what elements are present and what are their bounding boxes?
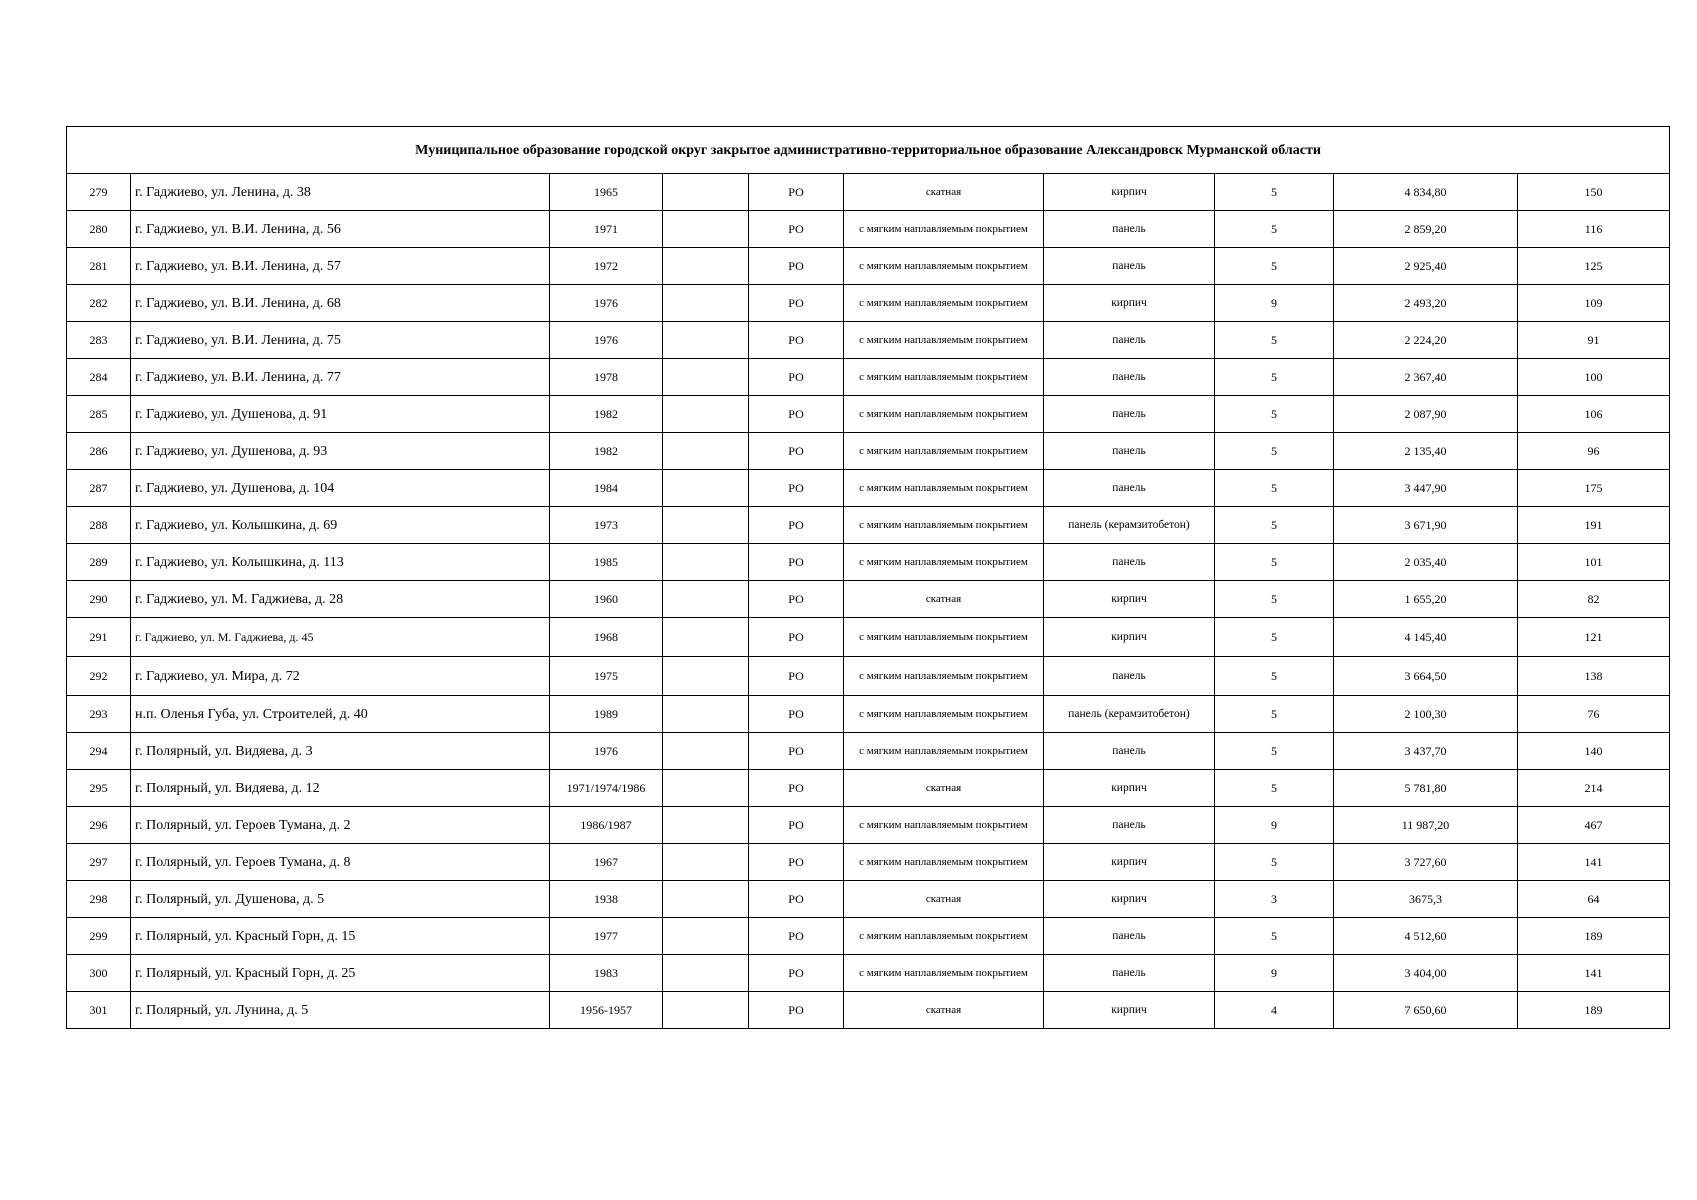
cell-blank	[663, 807, 749, 844]
cell-material: панель	[1044, 396, 1215, 433]
cell-year: 1956-1957	[550, 992, 663, 1029]
cell-blank	[663, 470, 749, 507]
cell-address: г. Гаджиево, ул. В.И. Ленина, д. 68	[131, 285, 550, 322]
table-title-row	[67, 127, 1670, 174]
cell-blank	[663, 696, 749, 733]
table-row	[67, 733, 1670, 770]
cell-code: РО	[749, 248, 844, 285]
cell-roof: с мягким наплавляемым покрытием	[844, 359, 1044, 396]
table-row	[67, 544, 1670, 581]
cell-floors: 5	[1215, 918, 1334, 955]
cell-year: 1985	[550, 544, 663, 581]
table-row	[67, 211, 1670, 248]
cell-floors: 3	[1215, 881, 1334, 918]
cell-blank	[663, 581, 749, 618]
cell-floors: 5	[1215, 844, 1334, 881]
cell-area: 3 671,90	[1334, 507, 1518, 544]
cell-floors: 4	[1215, 992, 1334, 1029]
cell-roof: скатная	[844, 770, 1044, 807]
cell-year: 1938	[550, 881, 663, 918]
cell-year: 1971/1974/1986	[550, 770, 663, 807]
cell-area: 7 650,60	[1334, 992, 1518, 1029]
cell-material: кирпич	[1044, 285, 1215, 322]
cell-year: 1972	[550, 248, 663, 285]
cell-blank	[663, 211, 749, 248]
cell-blank	[663, 770, 749, 807]
cell-floors: 5	[1215, 581, 1334, 618]
cell-blank	[663, 174, 749, 211]
cell-address: г. Гаджиево, ул. В.И. Ленина, д. 77	[131, 359, 550, 396]
cell-floors: 9	[1215, 807, 1334, 844]
cell-residents: 125	[1518, 248, 1670, 285]
cell-blank	[663, 248, 749, 285]
cell-roof: с мягким наплавляемым покрытием	[844, 322, 1044, 359]
cell-address: г. Полярный, ул. Лунина, д. 5	[131, 992, 550, 1029]
cell-roof: с мягким наплавляемым покрытием	[844, 696, 1044, 733]
cell-blank	[663, 657, 749, 696]
cell-roof: с мягким наплавляемым покрытием	[844, 955, 1044, 992]
cell-blank	[663, 396, 749, 433]
cell-address: г. Гаджиево, ул. Мира, д. 72	[131, 657, 550, 696]
cell-number: 296	[67, 807, 131, 844]
cell-address: г. Полярный, ул. Видяева, д. 3	[131, 733, 550, 770]
cell-roof: с мягким наплавляемым покрытием	[844, 248, 1044, 285]
cell-code: РО	[749, 322, 844, 359]
cell-roof: с мягким наплавляемым покрытием	[844, 618, 1044, 657]
cell-floors: 9	[1215, 955, 1334, 992]
cell-material: панель	[1044, 657, 1215, 696]
table-row	[67, 285, 1670, 322]
cell-residents: 214	[1518, 770, 1670, 807]
cell-code: РО	[749, 807, 844, 844]
cell-year: 1967	[550, 844, 663, 881]
table-row	[67, 657, 1670, 696]
cell-number: 283	[67, 322, 131, 359]
cell-address: г. Гаджиево, ул. Душенова, д. 93	[131, 433, 550, 470]
cell-number: 299	[67, 918, 131, 955]
cell-residents: 101	[1518, 544, 1670, 581]
cell-floors: 5	[1215, 211, 1334, 248]
cell-material: панель	[1044, 359, 1215, 396]
cell-address: н.п. Оленья Губа, ул. Строителей, д. 40	[131, 696, 550, 733]
cell-area: 2 100,30	[1334, 696, 1518, 733]
cell-material: панель	[1044, 918, 1215, 955]
cell-number: 292	[67, 657, 131, 696]
cell-material: кирпич	[1044, 881, 1215, 918]
cell-material: кирпич	[1044, 174, 1215, 211]
cell-material: панель	[1044, 544, 1215, 581]
cell-year: 1986/1987	[550, 807, 663, 844]
table-row	[67, 918, 1670, 955]
cell-code: РО	[749, 657, 844, 696]
housing-registry-table	[66, 126, 1670, 1029]
table-row	[67, 581, 1670, 618]
table-row	[67, 955, 1670, 992]
cell-material: панель	[1044, 733, 1215, 770]
cell-number: 293	[67, 696, 131, 733]
cell-code: РО	[749, 581, 844, 618]
cell-residents: 91	[1518, 322, 1670, 359]
cell-residents: 189	[1518, 918, 1670, 955]
cell-residents: 138	[1518, 657, 1670, 696]
cell-number: 280	[67, 211, 131, 248]
cell-year: 1971	[550, 211, 663, 248]
cell-residents: 116	[1518, 211, 1670, 248]
cell-number: 279	[67, 174, 131, 211]
cell-code: РО	[749, 470, 844, 507]
cell-residents: 141	[1518, 844, 1670, 881]
cell-roof: с мягким наплавляемым покрытием	[844, 807, 1044, 844]
cell-residents: 175	[1518, 470, 1670, 507]
cell-material: кирпич	[1044, 618, 1215, 657]
cell-residents: 189	[1518, 992, 1670, 1029]
cell-residents: 100	[1518, 359, 1670, 396]
cell-blank	[663, 844, 749, 881]
cell-floors: 5	[1215, 322, 1334, 359]
cell-area: 2 859,20	[1334, 211, 1518, 248]
cell-roof: скатная	[844, 174, 1044, 211]
cell-area: 3675,3	[1334, 881, 1518, 918]
cell-material: панель	[1044, 322, 1215, 359]
cell-floors: 5	[1215, 433, 1334, 470]
cell-roof: с мягким наплавляемым покрытием	[844, 211, 1044, 248]
cell-year: 1976	[550, 733, 663, 770]
cell-material: кирпич	[1044, 992, 1215, 1029]
cell-year: 1976	[550, 285, 663, 322]
document-sheet	[66, 126, 1669, 1029]
cell-year: 1965	[550, 174, 663, 211]
cell-code: РО	[749, 770, 844, 807]
cell-area: 2 135,40	[1334, 433, 1518, 470]
cell-area: 3 727,60	[1334, 844, 1518, 881]
cell-number: 300	[67, 955, 131, 992]
cell-code: РО	[749, 696, 844, 733]
cell-area: 2 367,40	[1334, 359, 1518, 396]
cell-number: 301	[67, 992, 131, 1029]
table-row	[67, 618, 1670, 657]
cell-floors: 5	[1215, 696, 1334, 733]
cell-residents: 109	[1518, 285, 1670, 322]
cell-year: 1973	[550, 507, 663, 544]
cell-address: г. Гаджиево, ул. В.И. Ленина, д. 57	[131, 248, 550, 285]
cell-floors: 5	[1215, 174, 1334, 211]
cell-area: 3 664,50	[1334, 657, 1518, 696]
cell-material: кирпич	[1044, 770, 1215, 807]
cell-year: 1983	[550, 955, 663, 992]
table-row	[67, 470, 1670, 507]
cell-code: РО	[749, 992, 844, 1029]
cell-floors: 9	[1215, 285, 1334, 322]
cell-year: 1975	[550, 657, 663, 696]
cell-area: 2 224,20	[1334, 322, 1518, 359]
cell-code: РО	[749, 285, 844, 322]
cell-blank	[663, 881, 749, 918]
cell-address: г. Гаджиево, ул. В.И. Ленина, д. 56	[131, 211, 550, 248]
cell-number: 281	[67, 248, 131, 285]
cell-roof: с мягким наплавляемым покрытием	[844, 285, 1044, 322]
cell-code: РО	[749, 211, 844, 248]
cell-area: 2 035,40	[1334, 544, 1518, 581]
cell-material: панель	[1044, 433, 1215, 470]
cell-floors: 5	[1215, 657, 1334, 696]
cell-roof: скатная	[844, 581, 1044, 618]
cell-number: 287	[67, 470, 131, 507]
table-row	[67, 433, 1670, 470]
cell-floors: 5	[1215, 770, 1334, 807]
cell-residents: 82	[1518, 581, 1670, 618]
cell-floors: 5	[1215, 544, 1334, 581]
cell-material: панель	[1044, 211, 1215, 248]
cell-floors: 5	[1215, 733, 1334, 770]
cell-address: г. Полярный, ул. Героев Тумана, д. 8	[131, 844, 550, 881]
cell-address: г. Полярный, ул. Красный Горн, д. 15	[131, 918, 550, 955]
cell-code: РО	[749, 433, 844, 470]
cell-code: РО	[749, 396, 844, 433]
table-row	[67, 696, 1670, 733]
cell-floors: 5	[1215, 359, 1334, 396]
cell-residents: 140	[1518, 733, 1670, 770]
cell-year: 1978	[550, 359, 663, 396]
cell-blank	[663, 955, 749, 992]
cell-residents: 141	[1518, 955, 1670, 992]
cell-code: РО	[749, 174, 844, 211]
table-row	[67, 844, 1670, 881]
cell-area: 11 987,20	[1334, 807, 1518, 844]
cell-code: РО	[749, 881, 844, 918]
cell-area: 2 925,40	[1334, 248, 1518, 285]
cell-address: г. Гаджиево, ул. М. Гаджиева, д. 28	[131, 581, 550, 618]
cell-year: 1982	[550, 433, 663, 470]
cell-material: панель	[1044, 955, 1215, 992]
cell-number: 284	[67, 359, 131, 396]
cell-year: 1977	[550, 918, 663, 955]
table-row	[67, 992, 1670, 1029]
cell-number: 285	[67, 396, 131, 433]
cell-residents: 467	[1518, 807, 1670, 844]
cell-area: 3 437,70	[1334, 733, 1518, 770]
cell-residents: 106	[1518, 396, 1670, 433]
cell-blank	[663, 433, 749, 470]
cell-blank	[663, 507, 749, 544]
cell-area: 5 781,80	[1334, 770, 1518, 807]
cell-year: 1968	[550, 618, 663, 657]
table-row	[67, 881, 1670, 918]
cell-material: кирпич	[1044, 581, 1215, 618]
cell-area: 1 655,20	[1334, 581, 1518, 618]
table-row	[67, 507, 1670, 544]
cell-roof: скатная	[844, 881, 1044, 918]
cell-number: 297	[67, 844, 131, 881]
cell-area: 3 447,90	[1334, 470, 1518, 507]
cell-address: г. Полярный, ул. Видяева, д. 12	[131, 770, 550, 807]
cell-roof: с мягким наплавляемым покрытием	[844, 433, 1044, 470]
cell-material: панель (керамзитобетон)	[1044, 696, 1215, 733]
cell-number: 282	[67, 285, 131, 322]
cell-roof: скатная	[844, 992, 1044, 1029]
cell-area: 2 087,90	[1334, 396, 1518, 433]
cell-roof: с мягким наплавляемым покрытием	[844, 733, 1044, 770]
table-row	[67, 174, 1670, 211]
cell-address: г. Гаджиево, ул. Колышкина, д. 113	[131, 544, 550, 581]
cell-residents: 96	[1518, 433, 1670, 470]
cell-material: панель	[1044, 470, 1215, 507]
cell-roof: с мягким наплавляемым покрытием	[844, 918, 1044, 955]
cell-number: 288	[67, 507, 131, 544]
cell-residents: 76	[1518, 696, 1670, 733]
cell-code: РО	[749, 359, 844, 396]
cell-roof: с мягким наплавляемым покрытием	[844, 657, 1044, 696]
cell-area: 4 512,60	[1334, 918, 1518, 955]
cell-blank	[663, 359, 749, 396]
cell-number: 290	[67, 581, 131, 618]
cell-roof: с мягким наплавляемым покрытием	[844, 470, 1044, 507]
cell-blank	[663, 322, 749, 359]
cell-number: 291	[67, 618, 131, 657]
cell-blank	[663, 733, 749, 770]
cell-address: г. Гаджиево, ул. В.И. Ленина, д. 75	[131, 322, 550, 359]
cell-material: кирпич	[1044, 844, 1215, 881]
cell-address: г. Гаджиево, ул. М. Гаджиева, д. 45	[131, 618, 550, 657]
table-row	[67, 770, 1670, 807]
cell-code: РО	[749, 844, 844, 881]
cell-address: г. Гаджиево, ул. Душенова, д. 104	[131, 470, 550, 507]
cell-number: 289	[67, 544, 131, 581]
cell-year: 1984	[550, 470, 663, 507]
cell-blank	[663, 618, 749, 657]
cell-address: г. Гаджиево, ул. Ленина, д. 38	[131, 174, 550, 211]
cell-number: 295	[67, 770, 131, 807]
table-row	[67, 322, 1670, 359]
cell-floors: 5	[1215, 470, 1334, 507]
cell-number: 298	[67, 881, 131, 918]
cell-year: 1989	[550, 696, 663, 733]
cell-year: 1982	[550, 396, 663, 433]
cell-roof: с мягким наплавляемым покрытием	[844, 844, 1044, 881]
cell-area: 2 493,20	[1334, 285, 1518, 322]
cell-roof: с мягким наплавляемым покрытием	[844, 544, 1044, 581]
cell-residents: 121	[1518, 618, 1670, 657]
cell-floors: 5	[1215, 396, 1334, 433]
cell-address: г. Гаджиево, ул. Колышкина, д. 69	[131, 507, 550, 544]
cell-material: панель	[1044, 248, 1215, 285]
cell-blank	[663, 285, 749, 322]
cell-code: РО	[749, 507, 844, 544]
cell-material: панель	[1044, 807, 1215, 844]
cell-address: г. Полярный, ул. Героев Тумана, д. 2	[131, 807, 550, 844]
cell-blank	[663, 918, 749, 955]
cell-year: 1976	[550, 322, 663, 359]
cell-year: 1960	[550, 581, 663, 618]
cell-residents: 191	[1518, 507, 1670, 544]
cell-blank	[663, 544, 749, 581]
cell-area: 4 145,40	[1334, 618, 1518, 657]
table-row	[67, 396, 1670, 433]
cell-material: панель (керамзитобетон)	[1044, 507, 1215, 544]
cell-number: 294	[67, 733, 131, 770]
cell-area: 3 404,00	[1334, 955, 1518, 992]
cell-code: РО	[749, 955, 844, 992]
cell-address: г. Гаджиево, ул. Душенова, д. 91	[131, 396, 550, 433]
table-row	[67, 359, 1670, 396]
cell-roof: с мягким наплавляемым покрытием	[844, 507, 1044, 544]
table-row	[67, 248, 1670, 285]
cell-floors: 5	[1215, 618, 1334, 657]
cell-address: г. Полярный, ул. Красный Горн, д. 25	[131, 955, 550, 992]
table-title: Муниципальное образование городской округ закрытое административно-территориальное образование Александровск Мурманской области	[67, 127, 1670, 174]
cell-floors: 5	[1215, 507, 1334, 544]
cell-residents: 150	[1518, 174, 1670, 211]
table-row	[67, 807, 1670, 844]
cell-area: 4 834,80	[1334, 174, 1518, 211]
cell-blank	[663, 992, 749, 1029]
cell-code: РО	[749, 618, 844, 657]
cell-code: РО	[749, 733, 844, 770]
cell-residents: 64	[1518, 881, 1670, 918]
cell-code: РО	[749, 544, 844, 581]
cell-number: 286	[67, 433, 131, 470]
cell-floors: 5	[1215, 248, 1334, 285]
cell-code: РО	[749, 918, 844, 955]
cell-roof: с мягким наплавляемым покрытием	[844, 396, 1044, 433]
cell-address: г. Полярный, ул. Душенова, д. 5	[131, 881, 550, 918]
